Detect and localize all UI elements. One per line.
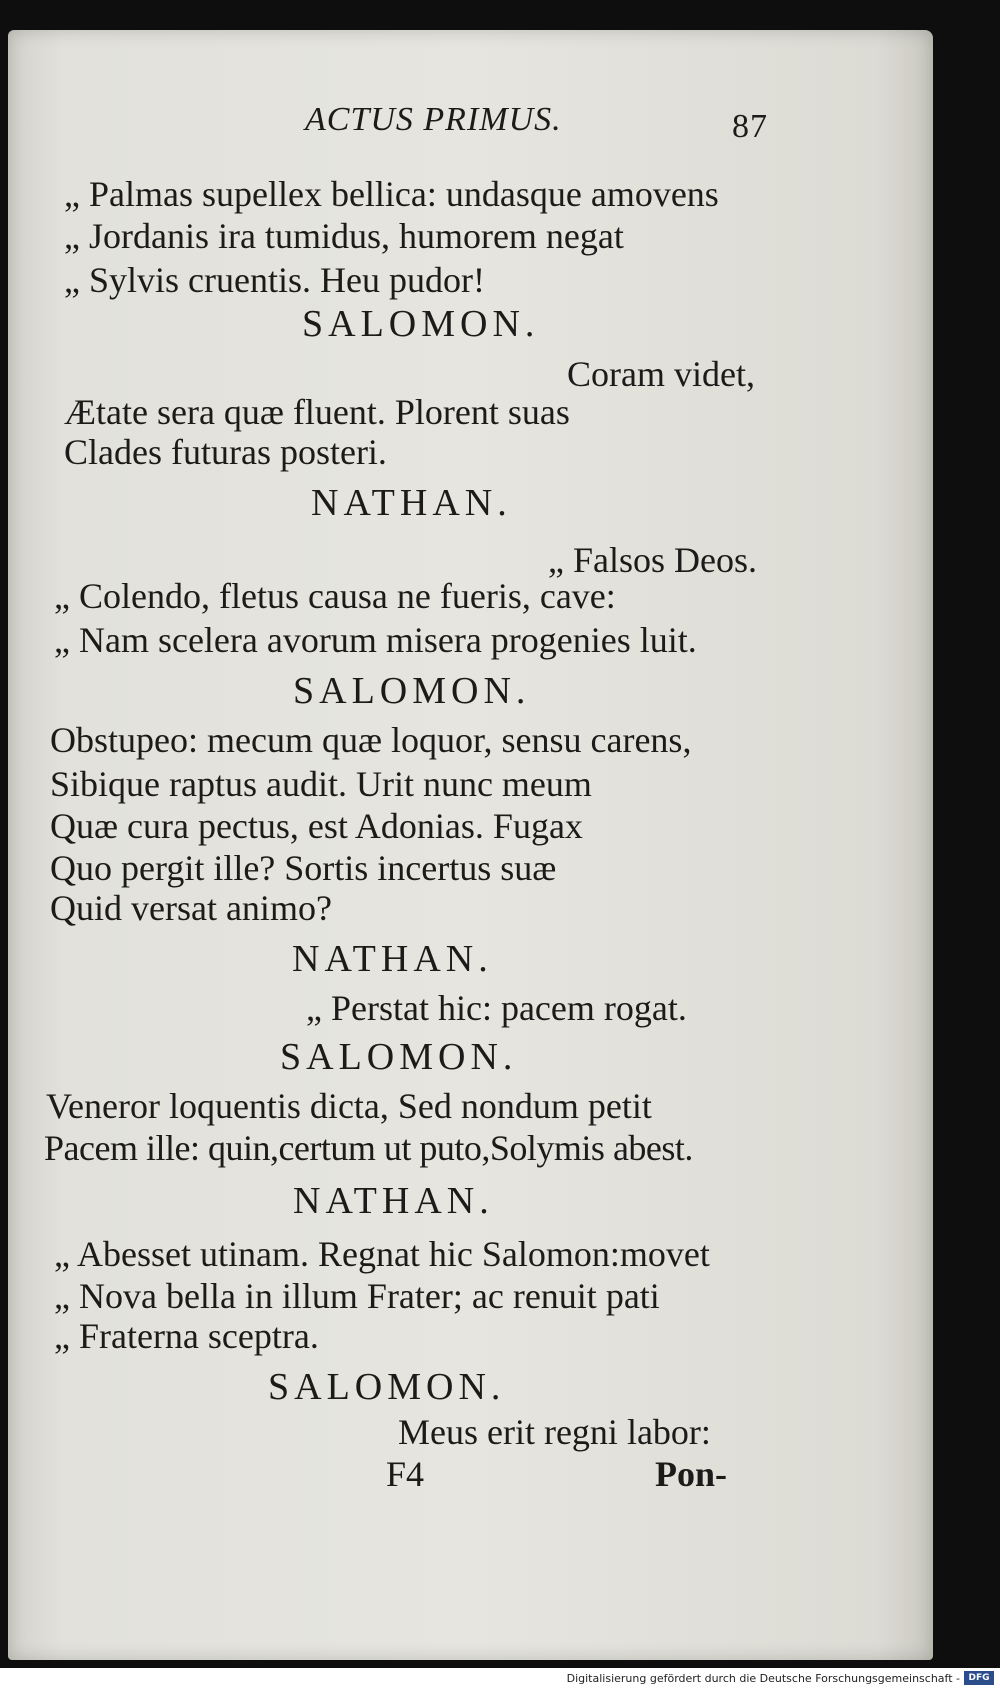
verse-line: Veneror loquentis dicta, Sed nondum petit [46, 1086, 652, 1126]
speaker-name: SALOMON. [302, 303, 540, 345]
catchword: Pon- [655, 1454, 727, 1494]
speaker-name: SALOMON. [293, 670, 531, 712]
dfg-logo-icon: DFG [964, 1671, 994, 1685]
verse-line: Ætate sera quæ fluent. Plorent suas [64, 392, 570, 432]
verse-line: „ Nova bella in illum Frater; ac renuit pati [54, 1276, 660, 1316]
verse-line: Obstupeo: mecum quæ loquor, sensu carens, [50, 720, 692, 760]
speaker-name: SALOMON. [280, 1036, 518, 1078]
verse-line: Sibique raptus audit. Urit nunc meum [50, 764, 592, 804]
speaker-name: NATHAN. [292, 938, 493, 980]
verse-line: „ Fraterna sceptra. [54, 1316, 319, 1356]
verse-line: „ Perstat hic: pacem rogat. [306, 988, 687, 1028]
verse-line: Coram videt, [567, 354, 755, 394]
speaker-name: NATHAN. [293, 1180, 494, 1222]
verse-line: Meus erit regni labor: [398, 1412, 711, 1452]
page-number: 87 [732, 108, 768, 145]
verse-line: „ Abesset utinam. Regnat hic Salomon:movet [54, 1234, 710, 1274]
verse-line: „ Colendo, fletus causa ne fueris, cave: [54, 576, 616, 616]
speaker-name: SALOMON. [268, 1366, 506, 1408]
verse-line: „ Palmas supellex bellica: undasque amovens [64, 174, 719, 214]
verse-line: „ Jordanis ira tumidus, humorem negat [64, 216, 624, 256]
verse-line: Quid versat animo? [50, 888, 332, 928]
verse-line: Quæ cura pectus, est Adonias. Fugax [50, 806, 583, 846]
digitization-credit: Digitalisierung gefördert durch die Deutsche Forschungsgemeinschaft - [566, 1672, 960, 1685]
running-head: ACTUS PRIMUS. [305, 101, 562, 138]
verse-line: „ Falsos Deos. [548, 540, 757, 580]
verse-line: „ Nam scelera avorum misera progenies luit. [54, 620, 697, 660]
verse-line: Pacem ille: quin,certum ut puto,Solymis abest. [44, 1128, 693, 1168]
verse-line: „ Sylvis cruentis. Heu pudor! [64, 260, 485, 300]
verse-line: Clades futuras posteri. [64, 432, 387, 472]
verse-line: Quo pergit ille? Sortis incertus suæ [50, 848, 557, 888]
speaker-name: NATHAN. [311, 482, 512, 524]
signature-mark: F4 [386, 1454, 425, 1494]
